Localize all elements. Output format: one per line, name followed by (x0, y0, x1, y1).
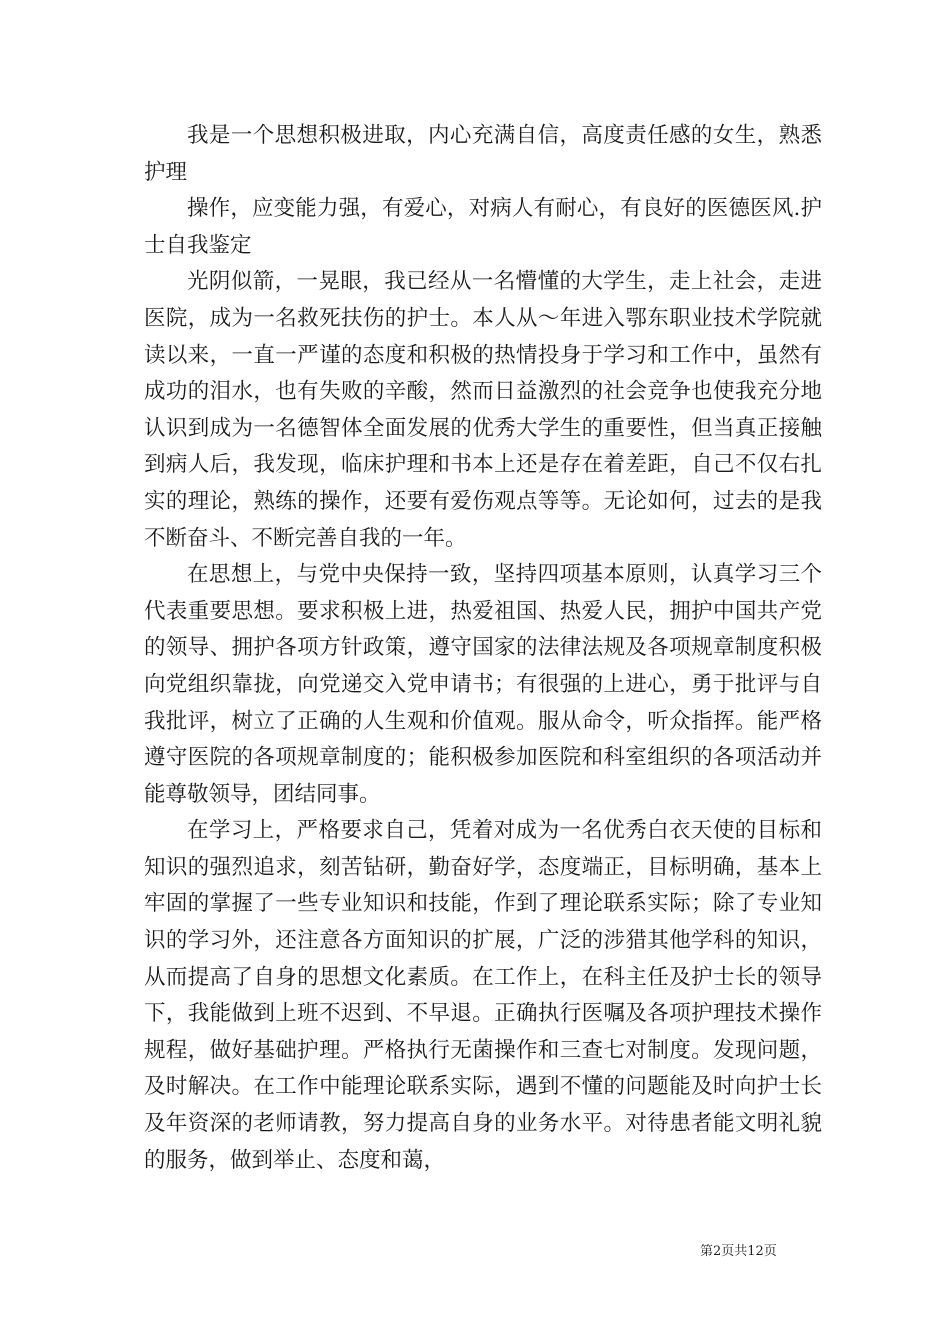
document-body (144, 118, 822, 1179)
paragraph-5: 在学习上，严格要求自己，凭着对成为一名优秀白衣天使的目标和知识的强烈追求，刻苦钻研，勤奋好学，态度端正，目标明确，基本上牢固的掌握了一些专业知识和技能，作到了理论联系实际；除了专业知识的学习外，还注意各方面知识的扩展，广泛的涉猎其他学科的知识，从而提高了自身的思想文化素质。在工作上，在科主任及护士长的领导下，我能做到上班不迟到、不早退。正确执行医嘱及各项护理技术操作规程，做好基础护理。严格执行无菌操作和三查七对制度。发现问题，及时解决。在工作中能理论联系实际，遇到不懂的问题能及时向护士长及年资深的老师请教，努力提高自身的业务水平。对待患者能文明礼貌的服务，做到举止、态度和蔼， (144, 818, 822, 1173)
paragraph-1: 我是一个思想积极进取，内心充满自信，高度责任感的女生，熟悉护理 (144, 123, 822, 185)
paragraph-2: 操作，应变能力强，有爱心，对病人有耐心，有良好的医德医风.护士自我鉴定 (144, 196, 822, 258)
paragraph-4: 在思想上，与党中央保持一致，坚持四项基本原则，认真学习三个代表重要思想。要求积极上进，热爱祖国、热爱人民，拥护中国共产党的领导、拥护各项方针政策，遵守国家的法律法规及各项规章制度积极向党组织靠拢，向党递交入党申请书；有很强的上进心，勇于批评与自我批评，树立了正确的人生观和价值观。服从命令，听众指挥。能严格遵守医院的各项规章制度的；能积极参加医院和科室组织的各项活动并能尊敬领导，团结同事。 (144, 562, 822, 807)
page-number-footer: 第2页共12页 (700, 1244, 777, 1259)
paragraph-3: 光阴似箭，一晃眼，我已经从一名懵懂的大学生，走上社会，走进医院，成为一名救死扶伤的护士。本人从～年进入鄂东职业技术学院就读以来，一直一严谨的态度和积极的热情投身于学习和工作中，虽然有成功的泪水，也有失败的辛酸，然而日益激烈的社会竞争也使我充分地认识到成为一名德智体全面发展的优秀大学生的重要性，但当真正接触到病人后，我发现，临床护理和书本上还是存在着差距，自己不仅右扎实的理论，熟练的操作，还要有爱伤观点等等。无论如何，过去的是我不断奋斗、不断完善自我的一年。 (144, 269, 822, 551)
